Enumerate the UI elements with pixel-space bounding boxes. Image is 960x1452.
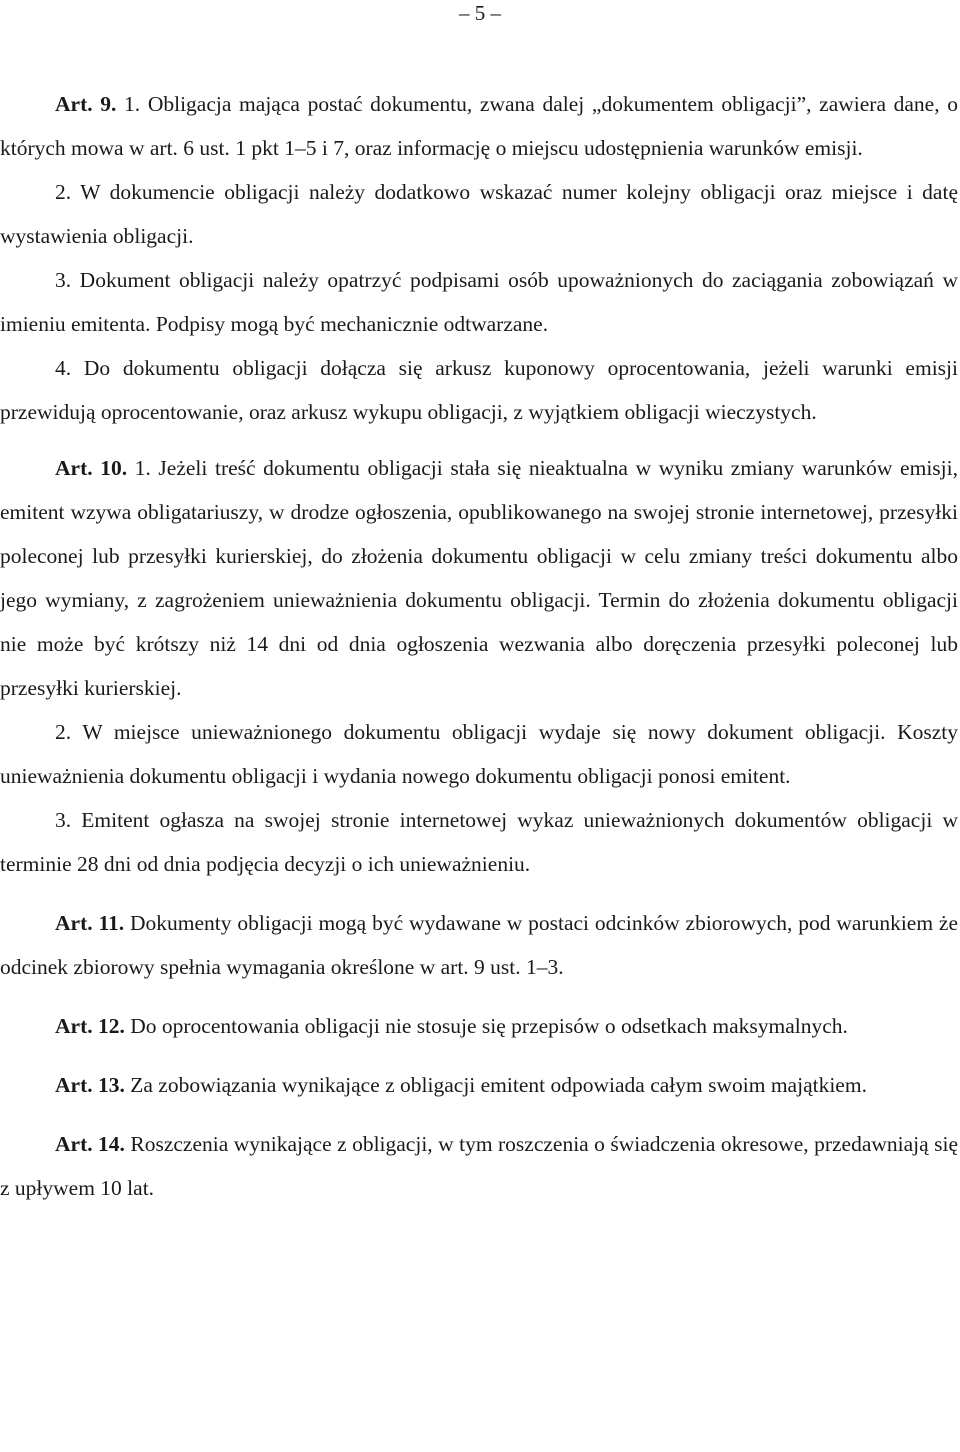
document-body	[0, 82, 958, 1210]
article-label: Art. 13.	[55, 1073, 125, 1097]
article-label: Art. 12.	[55, 1014, 125, 1038]
paragraph-text: 2. W miejsce unieważnionego dokumentu obligacji wydaje się nowy dokument obligacji. Koszty unieważnienia dokumentu obligacji i wydania nowego dokumentu obligacji ponosi emitent.	[0, 720, 958, 788]
article-9-paragraph-3	[0, 258, 958, 346]
paragraph-text: Do oprocentowania obligacji nie stosuje się przepisów o odsetkach maksymalnych.	[130, 1014, 848, 1038]
article-10-paragraph-3	[0, 798, 958, 886]
article-10-paragraph-1	[0, 446, 958, 710]
article-label: Art. 9.	[55, 92, 117, 116]
article-14	[0, 1122, 958, 1210]
article-label: Art. 14.	[55, 1132, 125, 1156]
paragraph-text: Dokumenty obligacji mogą być wydawane w postaci odcinków zbiorowych, pod warunkiem że odcinek zbiorowy spełnia wymagania określone w art. 9 ust. 1–3.	[0, 911, 959, 979]
paragraph-text: 4. Do dokumentu obligacji dołącza się arkusz kuponowy oprocentowania, jeżeli warunki emisji przewidują oprocentowanie, oraz arkusz wykupu obligacji, z wyjątkiem obligacji wieczystych.	[0, 356, 958, 424]
paragraph-text: Za zobowiązania wynikające z obligacji emitent odpowiada całym swoim majątkiem.	[130, 1073, 867, 1097]
paragraph-text: 1. Obligacja mająca postać dokumentu, zwana dalej „dokumentem obligacji”, zawiera dane, o których mowa w art. 6 ust. 1 pkt 1–5 i 7, oraz informację o miejscu udostępnienia warunków emisji.	[0, 92, 959, 160]
article-9-paragraph-1	[0, 82, 958, 170]
article-13	[0, 1063, 958, 1107]
paragraph-text: 1. Jeżeli treść dokumentu obligacji stała się nieaktualna w wyniku zmiany warunków emisji, emitent wzywa obligatariuszy, w drodze ogłoszenia, opublikowanego na swojej stronie internetowej, przesyłki poleconej lub przesyłki kurierskiej, do złożenia dokumentu obligacji w celu zmiany treści dokumentu albo jego wymiany, z zagrożeniem unieważnienia dokumentu obligacji. Termin do złożenia dokumentu obligacji nie może być krótszy niż 14 dni od dnia ogłoszenia wezwania albo doręczenia przesyłki poleconej lub przesyłki kurierskiej.	[0, 456, 958, 700]
article-9-paragraph-2	[0, 170, 958, 258]
paragraph-text: 3. Dokument obligacji należy opatrzyć podpisami osób upoważnionych do zaciągania zobowiązań w imieniu emitenta. Podpisy mogą być mechanicznie odtwarzane.	[0, 268, 958, 336]
page-number: – 5 –	[459, 1, 501, 25]
paragraph-text: 2. W dokumencie obligacji należy dodatkowo wskazać numer kolejny obligacji oraz miejsce i datę wystawienia obligacji.	[0, 180, 958, 248]
article-11	[0, 901, 958, 989]
article-12	[0, 1004, 958, 1048]
paragraph-text: 3. Emitent ogłasza na swojej stronie internetowej wykaz unieważnionych dokumentów obligacji w terminie 28 dni od dnia podjęcia decyzji o ich unieważnieniu.	[0, 808, 958, 876]
paragraph-text: Roszczenia wynikające z obligacji, w tym roszczenia o świadczenia okresowe, przedawniają się z upływem 10 lat.	[0, 1132, 959, 1200]
article-10-paragraph-2	[0, 710, 958, 798]
article-9-paragraph-4	[0, 346, 958, 434]
article-label: Art. 10.	[55, 456, 128, 480]
article-label: Art. 11.	[55, 911, 125, 935]
